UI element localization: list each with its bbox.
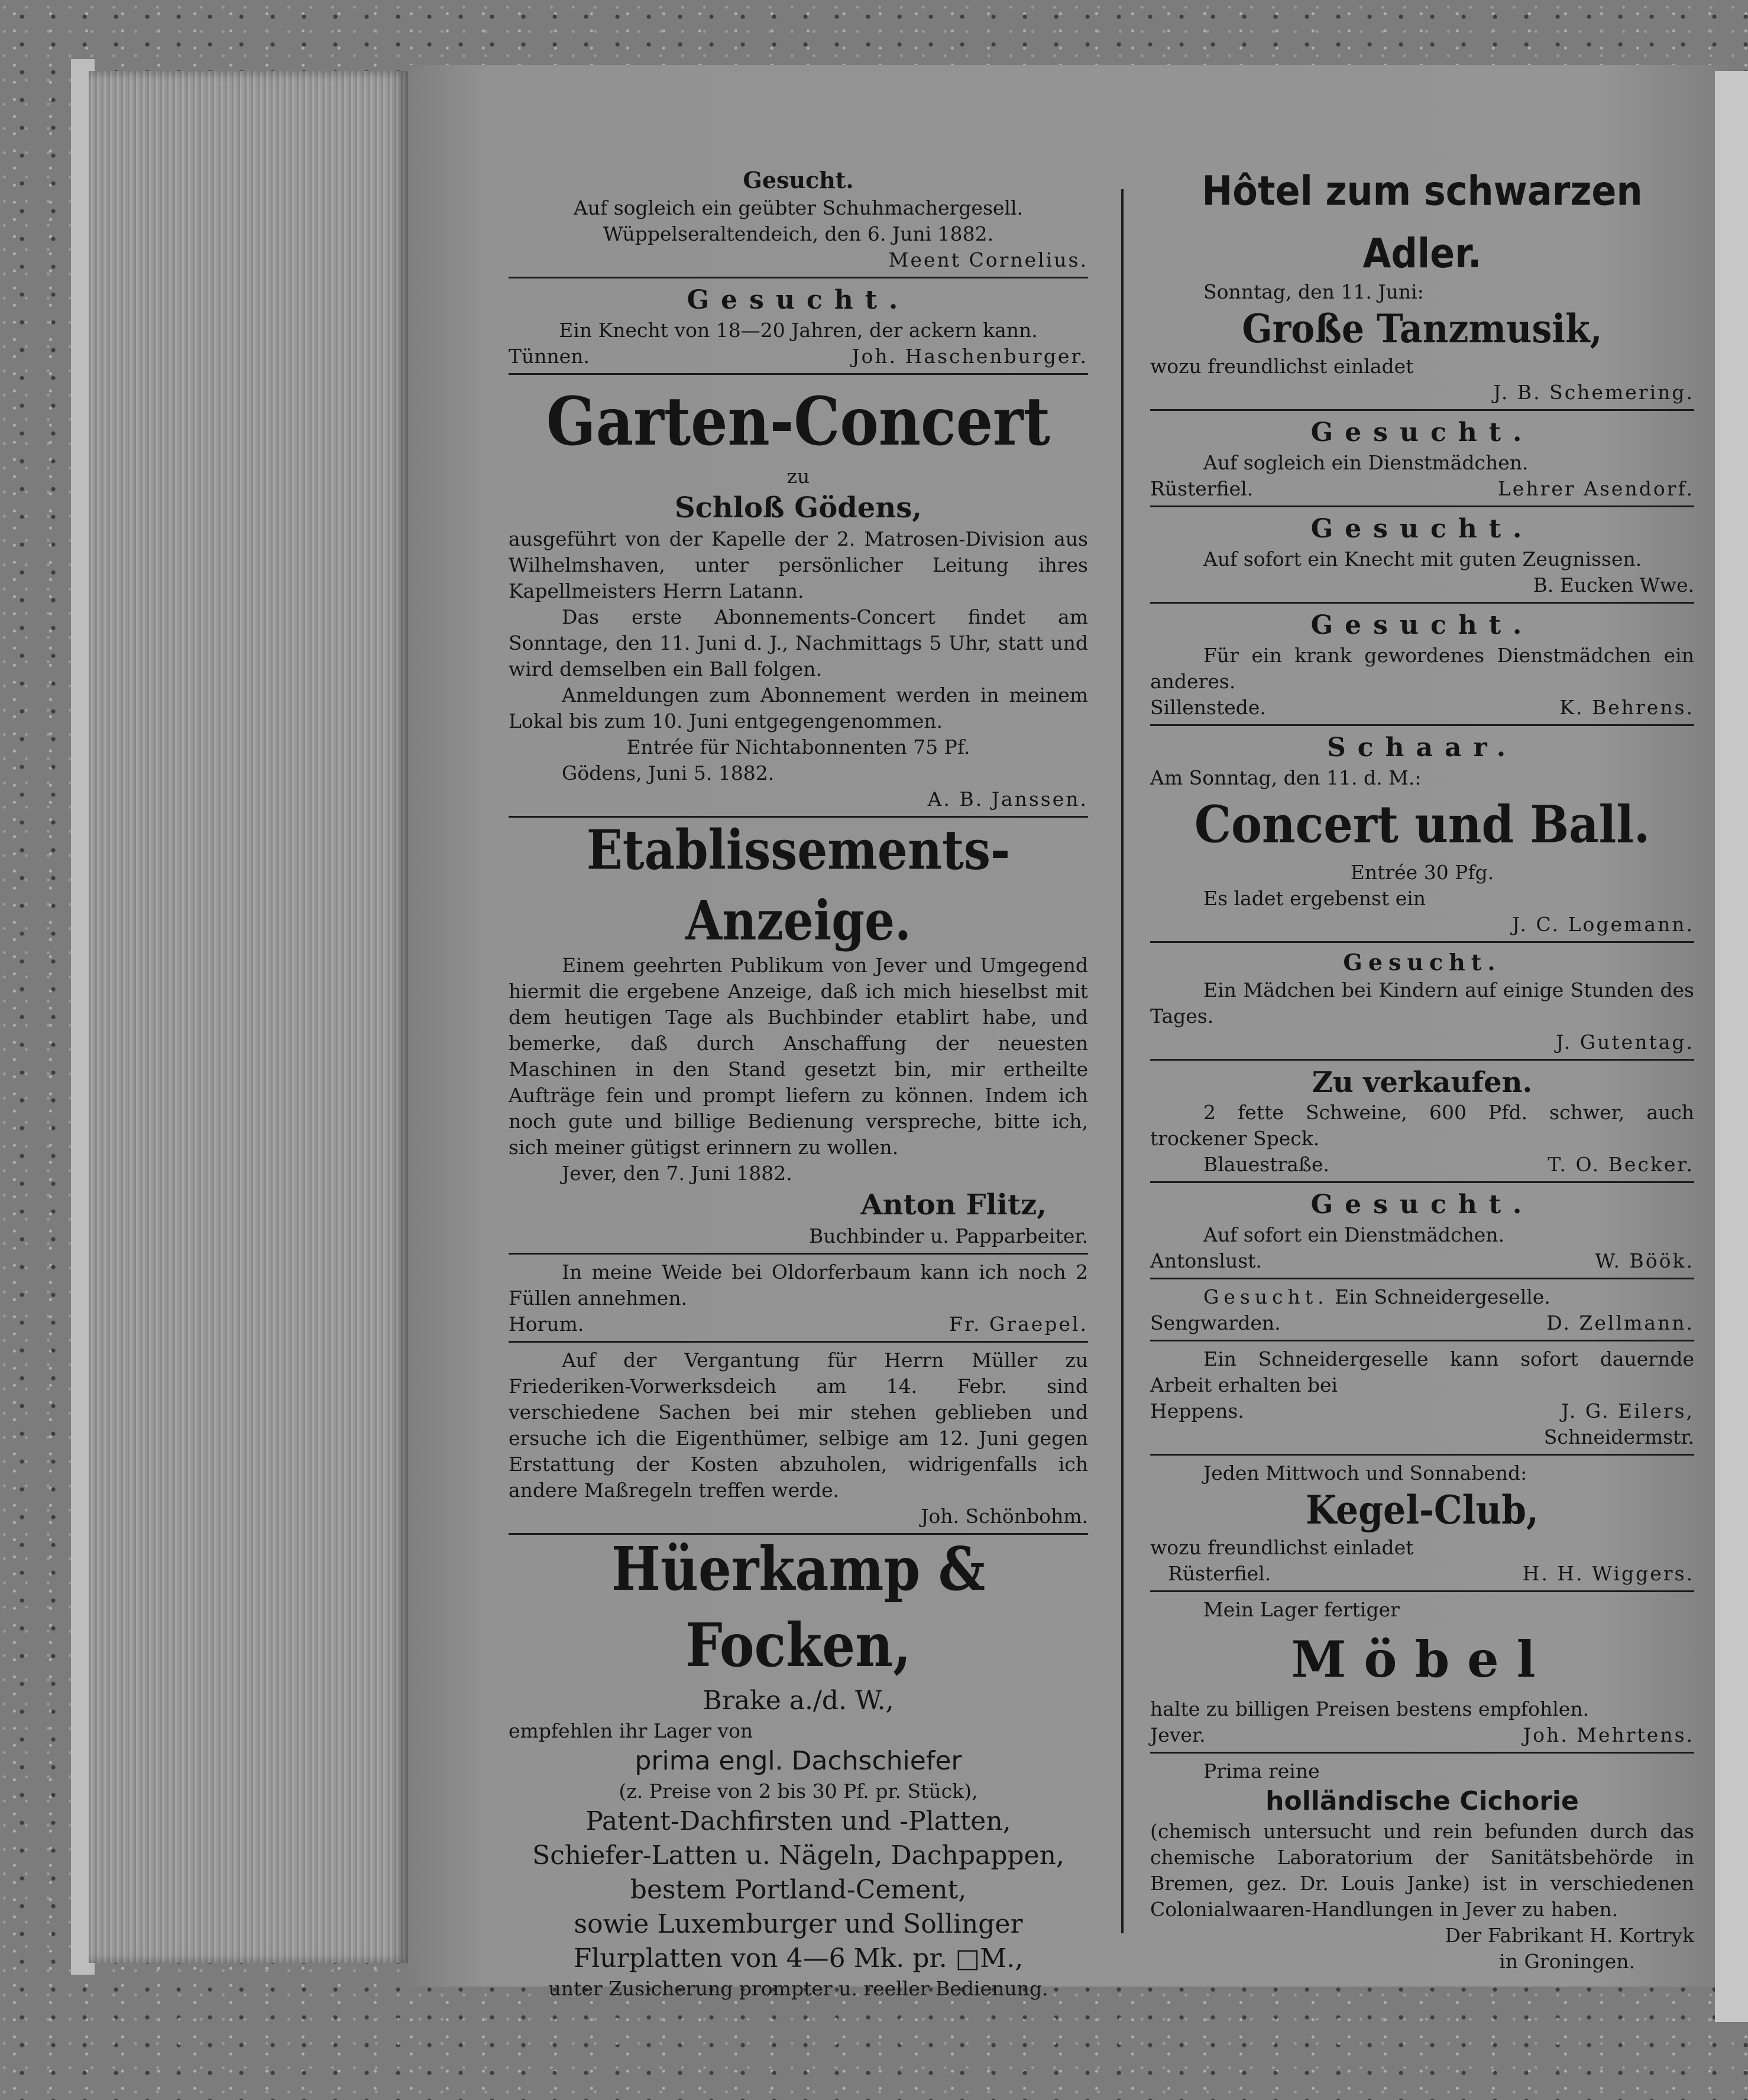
ad-gesucht-antonslust <box>1150 1188 1694 1274</box>
ad-text: ausgeführt von der Kapelle der 2. Matrosen-Division aus Wilhelmshaven, unter persönlicher Leitung ihres Kapellmeisters Herrn Latann. <box>509 527 1088 602</box>
ad-text: Entrée für Nichtabonnenten 75 Pf. <box>626 735 970 759</box>
ad-signature: Fr. Graepel. <box>949 1312 1088 1336</box>
ad-gesucht-maedchen-kinder <box>1150 948 1694 1055</box>
ad-item: sowie Luxemburger und Sollinger <box>574 1909 1023 1939</box>
ad-signature-place: in Groningen. <box>1499 1950 1635 1973</box>
ad-text: wozu freundlichst einladet <box>1150 1536 1414 1559</box>
ad-place: Tünnen. <box>509 345 590 368</box>
ad-gesucht-dienstmaedchen-2 <box>1150 608 1694 721</box>
left-column <box>509 166 1088 2002</box>
ad-item: Flurplatten von 4—6 Mk. pr. □M., <box>573 1943 1024 1973</box>
ad-cichorie <box>1150 1758 1694 1975</box>
ad-text: Auf der Vergantung für Herrn Müller zu Friederiken-Vorwerksdeich am 14. Febr. sind verschiedene Sachen bei mir stehen geblieben und ersuche ich die Eigenthümer, selbige am 12. Juni gegen Erstattung der Kosten abzuholen, widrigenfalls ich andere Maßregeln treffen werde. <box>509 1349 1088 1502</box>
ad-text: 2 fette Schweine, 600 Pfd. schwer, auch trockener Speck. <box>1150 1101 1694 1150</box>
ad-separator <box>509 1341 1088 1343</box>
ad-title: Etablissements-Anzeige. <box>586 818 1011 952</box>
ad-footer: unter Zusicherung prompter u. reeller Bedienung. <box>548 1977 1048 2000</box>
ad-signature: J. B. Schemering. <box>1493 381 1694 404</box>
ad-heading: Gesucht. <box>1203 1285 1329 1308</box>
ad-vergantung <box>509 1347 1088 1529</box>
ad-signature: J. Gutentag. <box>1556 1030 1694 1054</box>
ad-text: Es ladet ergebenst ein <box>1203 887 1426 910</box>
ad-separator <box>509 277 1088 278</box>
ad-text: Ein Schneidergeselle. <box>1335 1285 1550 1308</box>
ad-separator <box>1150 1590 1694 1592</box>
ad-signature: T. O. Becker. <box>1548 1153 1694 1176</box>
ad-signature: J. C. Logemann. <box>1511 913 1694 936</box>
ad-text: Entrée 30 Pfg. <box>1350 861 1494 884</box>
ad-place: Antonslust. <box>1150 1249 1262 1272</box>
ad-gesucht-dienstmaedchen-1 <box>1150 416 1694 502</box>
ad-event: Concert und Ball. <box>1194 795 1650 855</box>
ad-heading: Gesucht. <box>1343 949 1501 976</box>
ad-separator <box>1150 1278 1694 1279</box>
ad-separator <box>509 373 1088 375</box>
ad-schneidergeselle-arbeit <box>1150 1346 1694 1450</box>
ad-date: Am Sonntag, den 11. d. M.: <box>1150 766 1422 789</box>
ad-kegel-club <box>1150 1460 1694 1587</box>
ad-item: Patent-Dachfirsten und -Platten, <box>585 1806 1011 1836</box>
ad-place: Rüsterfiel. <box>1150 477 1254 500</box>
ad-heading: Gesucht. <box>743 167 854 193</box>
ad-garten-concert <box>509 383 1088 812</box>
ad-hotel-adler <box>1150 166 1694 406</box>
ad-separator <box>1150 1340 1694 1341</box>
ad-heading: Gesucht. <box>687 285 910 315</box>
right-column <box>1150 166 1694 1975</box>
ad-text: Wüppelseraltendeich, den 6. Juni 1882. <box>603 222 994 245</box>
ad-title: Hüerkamp & Focken, <box>611 1533 986 1681</box>
ad-date: Jeden Mittwoch und Sonnabend: <box>1203 1461 1527 1485</box>
ad-signature: W. Böök. <box>1595 1249 1694 1272</box>
ad-text: Ein Mädchen bei Kindern auf einige Stunden des Tages. <box>1150 978 1694 1028</box>
ad-gesucht-knecht-zeugnisse <box>1150 512 1694 598</box>
ad-text: Auf sofort ein Dienstmädchen. <box>1203 1223 1505 1246</box>
ad-moebel <box>1150 1597 1694 1748</box>
ad-place: Blauestraße. <box>1203 1153 1329 1176</box>
ad-item-price: (z. Preise von 2 bis 30 Pf. pr. Stück), <box>619 1780 978 1803</box>
ad-title: Garten-Concert <box>546 383 1050 461</box>
ad-profession: Buchbinder u. Papparbeiter. <box>808 1224 1088 1247</box>
ad-separator <box>1150 724 1694 726</box>
ad-separator <box>1150 1181 1694 1183</box>
ad-text: Auf sogleich ein Dienstmädchen. <box>1203 451 1529 474</box>
ad-text: Für ein krank gewordenes Dienstmädchen ein anderes. <box>1150 644 1694 693</box>
ad-date: Jever, den 7. Juni 1882. <box>562 1162 792 1185</box>
ad-heading: Gesucht. <box>1310 514 1534 544</box>
next-page-edge <box>1715 71 1748 2022</box>
page-edges <box>89 71 408 1963</box>
ad-signature: K. Behrens. <box>1559 696 1694 719</box>
column-divider <box>1121 189 1124 1933</box>
ad-signature: Joh. Mehrtens. <box>1523 1723 1694 1746</box>
ad-place: Rüsterfiel. <box>1168 1562 1271 1585</box>
ad-place: Brake a./d. W., <box>703 1686 894 1716</box>
ad-separator <box>509 1253 1088 1255</box>
ad-event: Große Tanzmusik, <box>1242 306 1603 352</box>
ad-signature: B. Eucken Wwe. <box>1533 573 1694 597</box>
ad-title: Möbel <box>1291 1630 1553 1689</box>
ad-gesucht-knecht <box>509 283 1088 370</box>
ad-separator <box>1150 409 1694 411</box>
ad-separator <box>1150 1454 1694 1456</box>
ad-text: Mein Lager fertiger <box>1203 1598 1400 1621</box>
ad-text: (chemisch untersucht und rein befunden durch das chemische Laboratorium der Sanitätsbehörde in Bremen, gez. Dr. Louis Janke) ist in verschiedenen Colonialwaaren-Handlungen in Jever zu haben. <box>1150 1820 1694 1921</box>
ad-text: Das erste Abonnements-Concert findet am Sonntage, den 11. Juni d. J., Nachmittags 5 Uhr, statt und wird demselben ein Ball folgen. <box>509 605 1088 680</box>
ad-place: Jever. <box>1150 1723 1206 1746</box>
ad-item: bestem Portland-Cement, <box>630 1875 967 1905</box>
ad-name: Anton Flitz, <box>860 1188 1047 1221</box>
ad-text: Ein Knecht von 18—20 Jahren, der ackern kann. <box>559 319 1038 342</box>
ad-profession: Schneidermstr. <box>1543 1425 1694 1448</box>
ad-date: Gödens, Juni 5. 1882. <box>562 761 775 785</box>
ad-text: empfehlen ihr Lager von <box>509 1719 753 1742</box>
ad-signature: Joh. Haschenburger. <box>852 345 1088 368</box>
ad-schaar-concert <box>1150 731 1694 938</box>
ad-signature: Meent Cornelius. <box>888 248 1088 271</box>
ad-title: holländische Cichorie <box>1265 1786 1579 1816</box>
ad-place: Sillenstede. <box>1150 696 1266 719</box>
ad-text: Auf sofort ein Knecht mit guten Zeugnissen. <box>1203 547 1642 571</box>
ad-separator <box>1150 602 1694 604</box>
ad-separator <box>1150 1752 1694 1754</box>
ad-text: Auf sogleich ein geübter Schuhmachergesell. <box>573 196 1024 219</box>
ad-place: Sengwarden. <box>1150 1311 1281 1334</box>
ad-text: Prima reine <box>1203 1759 1320 1783</box>
ad-gesucht-schneidergeselle <box>1150 1284 1694 1336</box>
ad-etablissement <box>509 818 1088 1249</box>
ad-signature: Joh. Schönbohm. <box>921 1505 1088 1528</box>
ad-heading: Gesucht. <box>1310 1190 1534 1220</box>
ad-place: Heppens. <box>1150 1399 1244 1422</box>
ad-item: prima engl. Dachschiefer <box>635 1746 962 1776</box>
ad-gesucht-schuhmacher <box>509 166 1088 273</box>
ad-title: Kegel-Club, <box>1306 1488 1539 1534</box>
ad-heading: Schaar. <box>1326 733 1518 763</box>
ad-date: Sonntag, den 11. Juni: <box>1203 280 1424 303</box>
ad-text: Anmeldungen zum Abonnement werden in meinem Lokal bis zum 10. Juni entgegengenommen. <box>509 683 1088 733</box>
ad-text: Ein Schneidergeselle kann sofort dauernde Arbeit erhalten bei <box>1150 1347 1694 1396</box>
ad-separator <box>1150 941 1694 943</box>
ad-zu-verkaufen <box>1150 1065 1694 1178</box>
ad-heading: Gesucht. <box>1310 417 1534 448</box>
ad-signature: D. Zellmann. <box>1546 1311 1694 1334</box>
ad-heading: Zu verkaufen. <box>1312 1066 1533 1099</box>
ad-huerkamp-focken <box>509 1533 1088 2002</box>
ad-signature: A. B. Janssen. <box>927 788 1088 811</box>
ad-item: Schiefer-Latten u. Nägeln, Dachpappen, <box>532 1840 1064 1871</box>
ad-separator <box>1150 1059 1694 1061</box>
ad-title: Hôtel zum schwarzen Adler. <box>1202 167 1643 277</box>
ad-signature: Der Fabrikant H. Kortryk <box>1445 1924 1694 1947</box>
ad-text: zu <box>786 465 810 488</box>
ad-text: In meine Weide bei Oldorferbaum kann ich noch 2 Füllen annehmen. <box>509 1260 1088 1310</box>
ad-separator <box>1150 505 1694 507</box>
ad-text: halte zu billigen Preisen bestens empfohlen. <box>1150 1697 1590 1720</box>
ad-signature: H. H. Wiggers. <box>1522 1562 1694 1585</box>
ad-weide <box>509 1259 1088 1337</box>
ad-subtitle: Schloß Gödens, <box>675 491 922 524</box>
ad-text: wozu freundlichst einladet <box>1150 355 1414 378</box>
ad-text: Einem geehrten Publikum von Jever und Umgegend hiermit die ergebene Anzeige, daß ich mich hieselbst mit dem heutigen Tage als Buchbinder etablirt habe, und bemerke, daß durch Anschaffung der neuesten Maschinen in den Stand gesetzt bin, mir ertheilte Aufträge fein und prompt liefern zu können. Indem ich noch gute und billige Bedienung verspreche, bitte ich, sich meiner gütigst erinnern zu wollen. <box>509 954 1088 1159</box>
ad-signature: J. G. Eilers, <box>1561 1399 1694 1422</box>
ad-signature: Lehrer Asendorf. <box>1497 477 1694 500</box>
ad-place: Horum. <box>509 1312 584 1336</box>
ad-heading: Gesucht. <box>1310 610 1534 640</box>
